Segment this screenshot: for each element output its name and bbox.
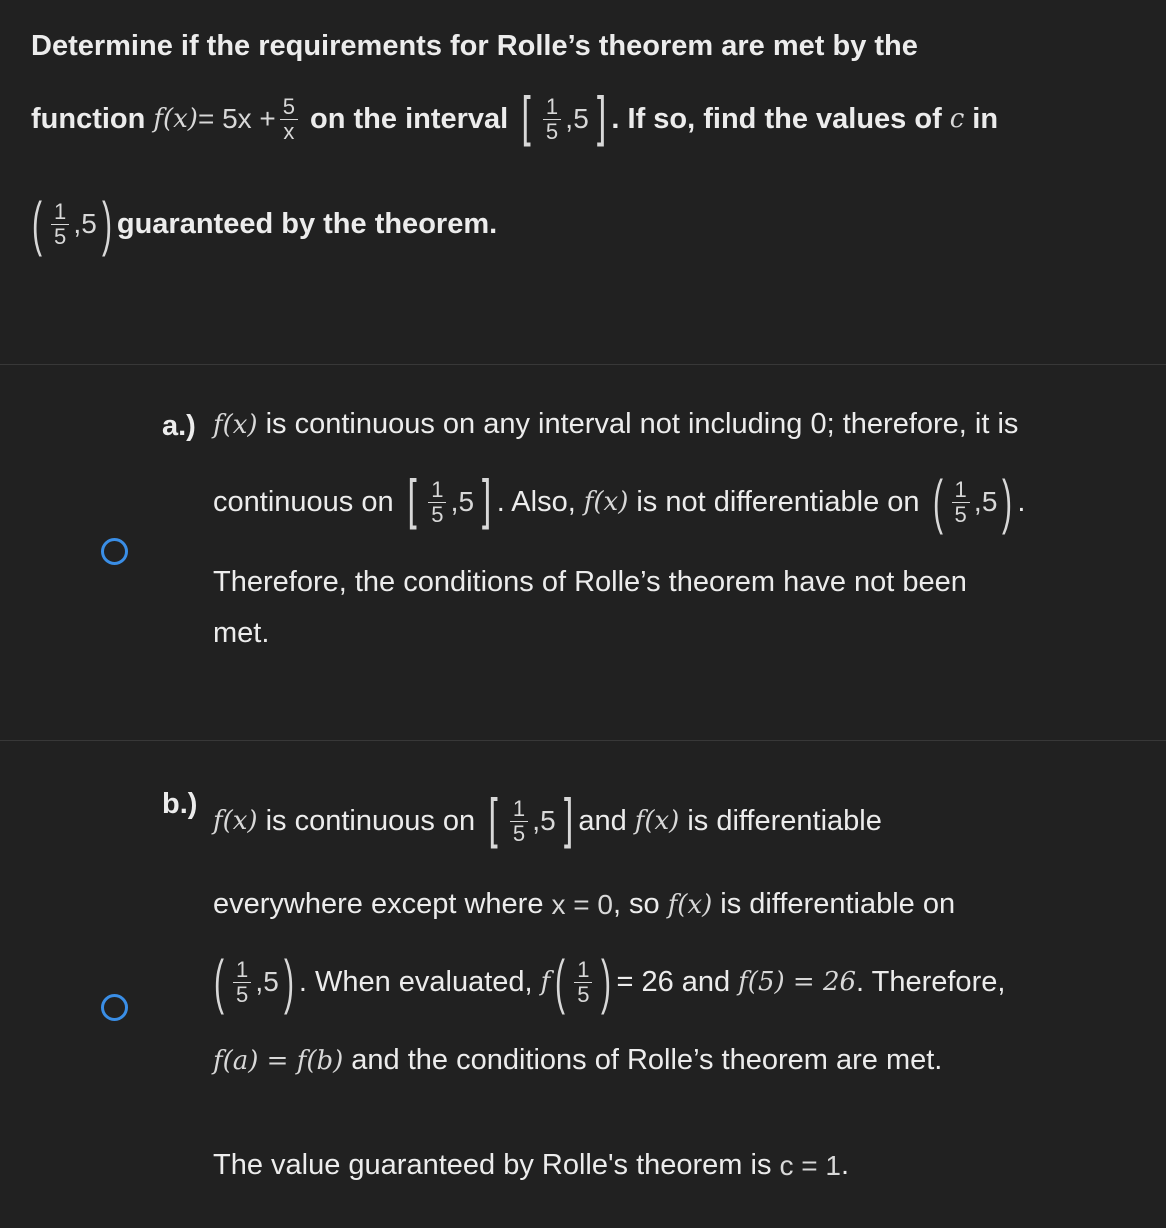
question-line-2: function f(x) = 5x + $\frac{5}{x}$ on the interval [ $\frac{1}{5}$ , 5 ] . If so, find the values of c in [31, 85, 999, 153]
denominator: 5 [53, 223, 67, 249]
denominator: 5 [954, 501, 967, 527]
option-text: . Therefore, [856, 965, 1006, 998]
fraction [280, 95, 298, 144]
option-b-radio[interactable] [101, 994, 128, 1021]
question-text: on the interval [310, 102, 509, 135]
option-text: The value guaranteed by Rolle's theorem is [213, 1149, 772, 1181]
option-text: is not differentiable on [636, 485, 920, 518]
option-text: continuous on [213, 485, 394, 518]
math-x-eq: x = 0 [551, 888, 613, 920]
math-fx: f(x) [213, 409, 258, 440]
option-b-line [213, 1149, 849, 1182]
numerator: 1 [510, 797, 528, 822]
option-a-line [213, 617, 269, 650]
math-fx: f(x) [667, 889, 713, 920]
denominator: 5 [545, 118, 559, 144]
numerator: 1 [574, 958, 592, 983]
math-c: c = 1 [779, 1149, 841, 1181]
option-text: = 26 and [616, 965, 731, 998]
option-text: is continuous on any interval not including 0; therefore, it is [265, 408, 1019, 440]
denominator: 5 [577, 981, 590, 1007]
question-line-3: ( $\frac{1}{5}$ , 5 ) guaranteed by the theorem. [31, 190, 498, 257]
math-number: 5 [81, 208, 97, 239]
option-text: and the conditions of Rolle’s theorem are met. [351, 1044, 943, 1076]
denominator: 5 [512, 820, 526, 846]
math-number: 5 [458, 486, 475, 517]
option-b-line [213, 1044, 942, 1077]
math-fx: f(x) [583, 487, 629, 517]
option-text: . [840, 1149, 850, 1181]
option-a-radio[interactable] [101, 538, 128, 565]
question-text: Determine if the requirements for Rolle’s theorem are met by the [31, 30, 918, 62]
question-text: in [972, 102, 999, 135]
divider [0, 364, 1166, 365]
option-a-line [213, 566, 967, 599]
numerator: 5 [280, 95, 298, 120]
question-line-1 [31, 30, 918, 63]
option-a-line: continuous on [ $\frac{1}{5}$ , 5 ] . Also, f(x) is not differentiable on ( $\frac{1}{5}$ , 5 ) . [213, 468, 1026, 536]
option-b-line: f(x) is continuous on [ $\frac{1}{5}$ , 5 ] and f(x) is differentiable [213, 787, 882, 855]
math-c: c [949, 104, 965, 134]
math-number: 5 [540, 805, 556, 836]
fraction [510, 797, 528, 846]
divider [0, 740, 1166, 741]
option-text: , so [612, 888, 660, 920]
option-text: is differentiable [687, 804, 882, 837]
numerator: 1 [543, 95, 561, 120]
numerator: 1 [51, 200, 69, 225]
bracket: ] [593, 85, 607, 153]
math-fx: f(x) [213, 806, 258, 836]
option-label: b.) [162, 788, 198, 820]
fraction [574, 958, 592, 1007]
numerator: 1 [233, 958, 251, 983]
question-text: function [31, 102, 146, 135]
fraction [543, 95, 561, 144]
math-number: 5 [981, 486, 998, 517]
fraction [51, 200, 69, 249]
option-text: is continuous on [265, 804, 476, 837]
option-label: a.) [162, 410, 196, 442]
math-fx: f(x) [634, 806, 680, 836]
math-fx: f(x) [153, 104, 198, 134]
option-b-line: ( $\frac{1}{5}$ , 5 ) . When evaluated, f ( $\frac{1}{5}$ ) = 26 and f(5) = 26 . Therefore, [213, 948, 1006, 1015]
bracket: [ [521, 85, 534, 153]
math-number: 5 [263, 966, 279, 997]
option-text: and [578, 804, 627, 837]
question-text: . If so, find the values of [611, 102, 942, 135]
fraction [428, 478, 446, 527]
fraction [233, 958, 251, 1007]
math-number: 5 [573, 103, 589, 134]
numerator: 1 [428, 478, 446, 503]
denominator: 5 [235, 981, 249, 1007]
option-b-line [213, 888, 955, 921]
option-text: everywhere except where [213, 888, 544, 920]
option-text: met. [213, 617, 270, 649]
numerator: 1 [952, 478, 970, 503]
math-eq: = 5x + [197, 103, 276, 134]
option-text: . [1017, 485, 1026, 518]
denominator: x [283, 118, 295, 144]
option-text: Therefore, the conditions of Rolle’s theorem have not been [213, 566, 967, 598]
math-f5: f(5) = 26 [738, 967, 857, 997]
math-f: f [540, 967, 551, 997]
fraction [952, 478, 970, 527]
option-a-line [213, 408, 1018, 441]
denominator: 5 [431, 501, 444, 527]
option-text: is differentiable on [720, 888, 956, 920]
math-fa-fb: f(a) = f(b) [213, 1045, 344, 1076]
option-text: . When evaluated, [298, 965, 533, 998]
option-text: . Also, [496, 485, 576, 518]
question-text: guaranteed by the theorem. [116, 207, 498, 240]
